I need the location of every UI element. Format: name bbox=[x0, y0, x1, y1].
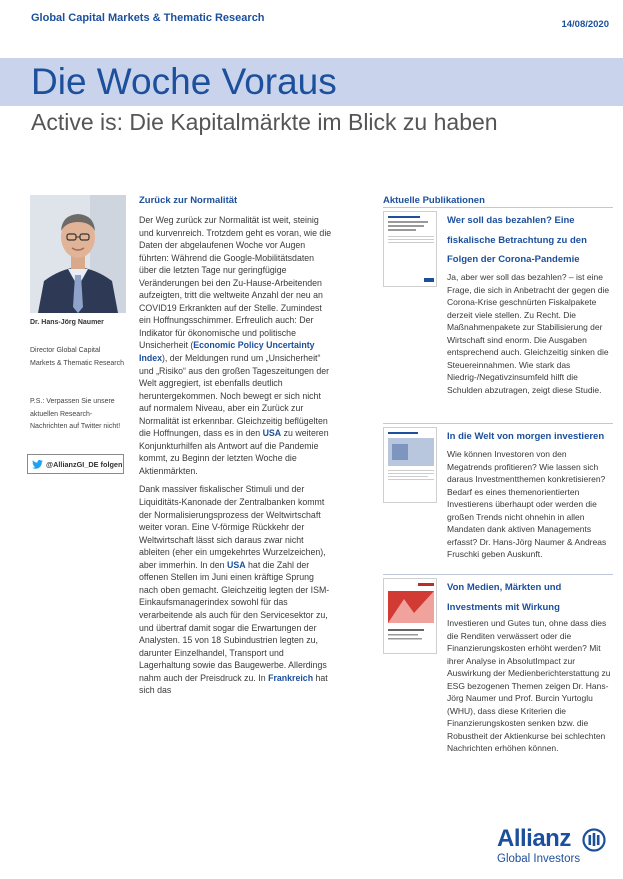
publication-title[interactable]: Von Medien, Märkten und Investments mit Wirkung bbox=[447, 582, 562, 613]
text-run: ), der Meldungen rund um „Unsicherheit“ und „Risiko“ aus den großen Tageszeitungen der Welt aggregiert, ist ebenfalls deutlich heruntergekommen. Noch bewegt er sich nicht auf normalem Niveau, aber ein Zurück zur Normalität ist erkennbar. Gleichzeitig beflügelten die Hoffnungen, dass es in den bbox=[139, 353, 330, 439]
article-paragraph-2 bbox=[139, 483, 334, 696]
report-date: 14/08/2020 bbox=[561, 19, 609, 30]
article-heading: Zurück zur Normalität bbox=[139, 195, 238, 206]
logo-wordmark: Allianz bbox=[497, 825, 571, 852]
highlight-term: USA bbox=[227, 559, 246, 570]
divider bbox=[383, 574, 613, 575]
highlight-term: Frankreich bbox=[268, 672, 314, 683]
page-title: Die Woche Voraus bbox=[31, 61, 337, 102]
text-run: Der Weg zurück zur Normalität ist weit, steinig und kurvenreich. Trotzdem geht es voran, wie die Daten der abgelaufenen Woche vor Augen führten: Während die Google-Mobilitätsdaten über die letzten Tage nur geringfügige Veränderungen bei den Zu-Hause-Arbeitenden aufzeigten, tritt die weltweite Anzahl der neu an COVID19 Erkrankten auf der Stelle. Zumindest ein Hoffnungsschimmer. Erfreulich auch: Der Indikator für ökonomische und politische Unsicherheit ( bbox=[139, 215, 332, 351]
publication-summary: Wie können Investoren von den Megatrends profitieren? Wie lassen sich daraus Investmentthemen konkretisieren? Bedarf es eines themenorientierten Investierens überhaupt oder werden die großen Trends nicht ohnehin in allen Mandaten dank aktiven Managements erfasst? Dr. Hans-Jörg Naumer & Andreas Fruschki geben Auskunft. bbox=[447, 449, 607, 559]
text-run: zu weiteren Konjunkturhilfen als Antwort auf die Pandemie kommt, zu Beginn der letzten Woche die Aktienmärkten. bbox=[139, 428, 329, 476]
twitter-bird-icon bbox=[32, 460, 43, 469]
text-run: hat die Zahl der offenen Stellen im Juni einen kräftige Sprung nach oben gemacht. Gleichzeitig legten der ISM-Einkaufsmanagerindex sowohl für das verarbeitende als auch für den Servicesektor zu, und übertraf damit sogar die Erwartungen der Analysten. 15 von 18 Subindustrien legten zu, darunter Einzelhandel, Transport und Lagerhaltung sowie das Baugewerbe. Allerdings nahm auch der Preisdruck zu. In bbox=[139, 559, 330, 683]
publication-thumbnail bbox=[383, 578, 437, 654]
publication-thumbnail bbox=[383, 427, 437, 503]
highlight-term: USA bbox=[262, 428, 282, 439]
header-brand-line: Global Capital Markets & Thematic Research bbox=[31, 12, 265, 24]
page-subtitle: Active is: Die Kapitalmärkte im Blick zu haben bbox=[31, 109, 498, 135]
publication-title[interactable]: Wer soll das bezahlen? Eine fiskalische Betrachtung zu den Folgen der Corona-Pandemie bbox=[447, 215, 587, 265]
highlight-term: Economic Policy Uncertainty Index bbox=[139, 340, 315, 364]
divider bbox=[383, 207, 613, 208]
allianz-eagle-icon bbox=[582, 828, 606, 857]
text-run: hat sich das bbox=[139, 672, 328, 696]
publication-summary: Ja, aber wer soll das bezahlen? – ist eine Frage, die sich in Anbetracht der gegen die Corona-Krise geschnürten Fiskalpakete derzeit viele stellen. Zu Recht. Die Maßnahmenpakete zur Stabilisierung der Wirtschaft sind enorm. Die Ausgaben entsprechend auch. Gleichzeitig sinken die Steuereinnahmen. Wie stark das Niedrig-/Negativzinsumfeld hilft die Schulden abzutragen, zeigt diese Studie. bbox=[447, 272, 610, 395]
author-photo bbox=[30, 195, 126, 313]
publication-thumbnail bbox=[383, 211, 437, 287]
logo-subline: Global Investors bbox=[497, 853, 581, 865]
divider bbox=[383, 423, 613, 424]
publication-summary: Investieren und Gutes tun, ohne dass dies die Renditen verwässert oder die Finanzierungskosten erhöht werden? Mit ihrer Analyse in AbsolutImpact zur Auswirkung der Medienberichterstattung zu ESG bezogenen Themen zeigen Dr. Hans-Jörg Naumer und Prof. Burcin Yurtoglu (WHU), dass diese Kriterien die Finanzierungskosten senken bzw. die Robustheit der Aktienkurse bei schlechten Nachrichten erhöhen können. bbox=[447, 618, 611, 753]
article-paragraph-1 bbox=[139, 214, 334, 477]
author-role: Director Global Capital Markets & Thematic Research bbox=[30, 347, 125, 367]
twitter-follow-button[interactable] bbox=[27, 454, 124, 474]
author-name: Dr. Hans-Jörg Naumer bbox=[30, 319, 104, 326]
text-run: Dank massiver fiskalischer Stimuli und der Liquiditäts-Kanonade der Zentralbanken kommt der Normalisierungsprozess der Weltwirtschaft weiter voran. Eine V-förmige Rückkehr der Weltwirtschaft lässt sich daraus zwar nicht ableiten (eher ein umgekehrtes Wurzelzeichen), aber immerhin. In den bbox=[139, 484, 326, 570]
publication-title[interactable]: In die Welt von morgen investieren bbox=[447, 431, 605, 442]
author-ps-note: P.S.: Verpassen Sie unsere aktuellen Research-Nachrichten auf Twitter nicht! bbox=[30, 398, 121, 430]
allianz-gi-logo bbox=[497, 825, 609, 870]
publications-heading: Aktuelle Publikationen bbox=[383, 195, 485, 206]
twitter-follow-label: @AllianzGI_DE folgen bbox=[46, 459, 123, 469]
article-body bbox=[139, 214, 334, 703]
